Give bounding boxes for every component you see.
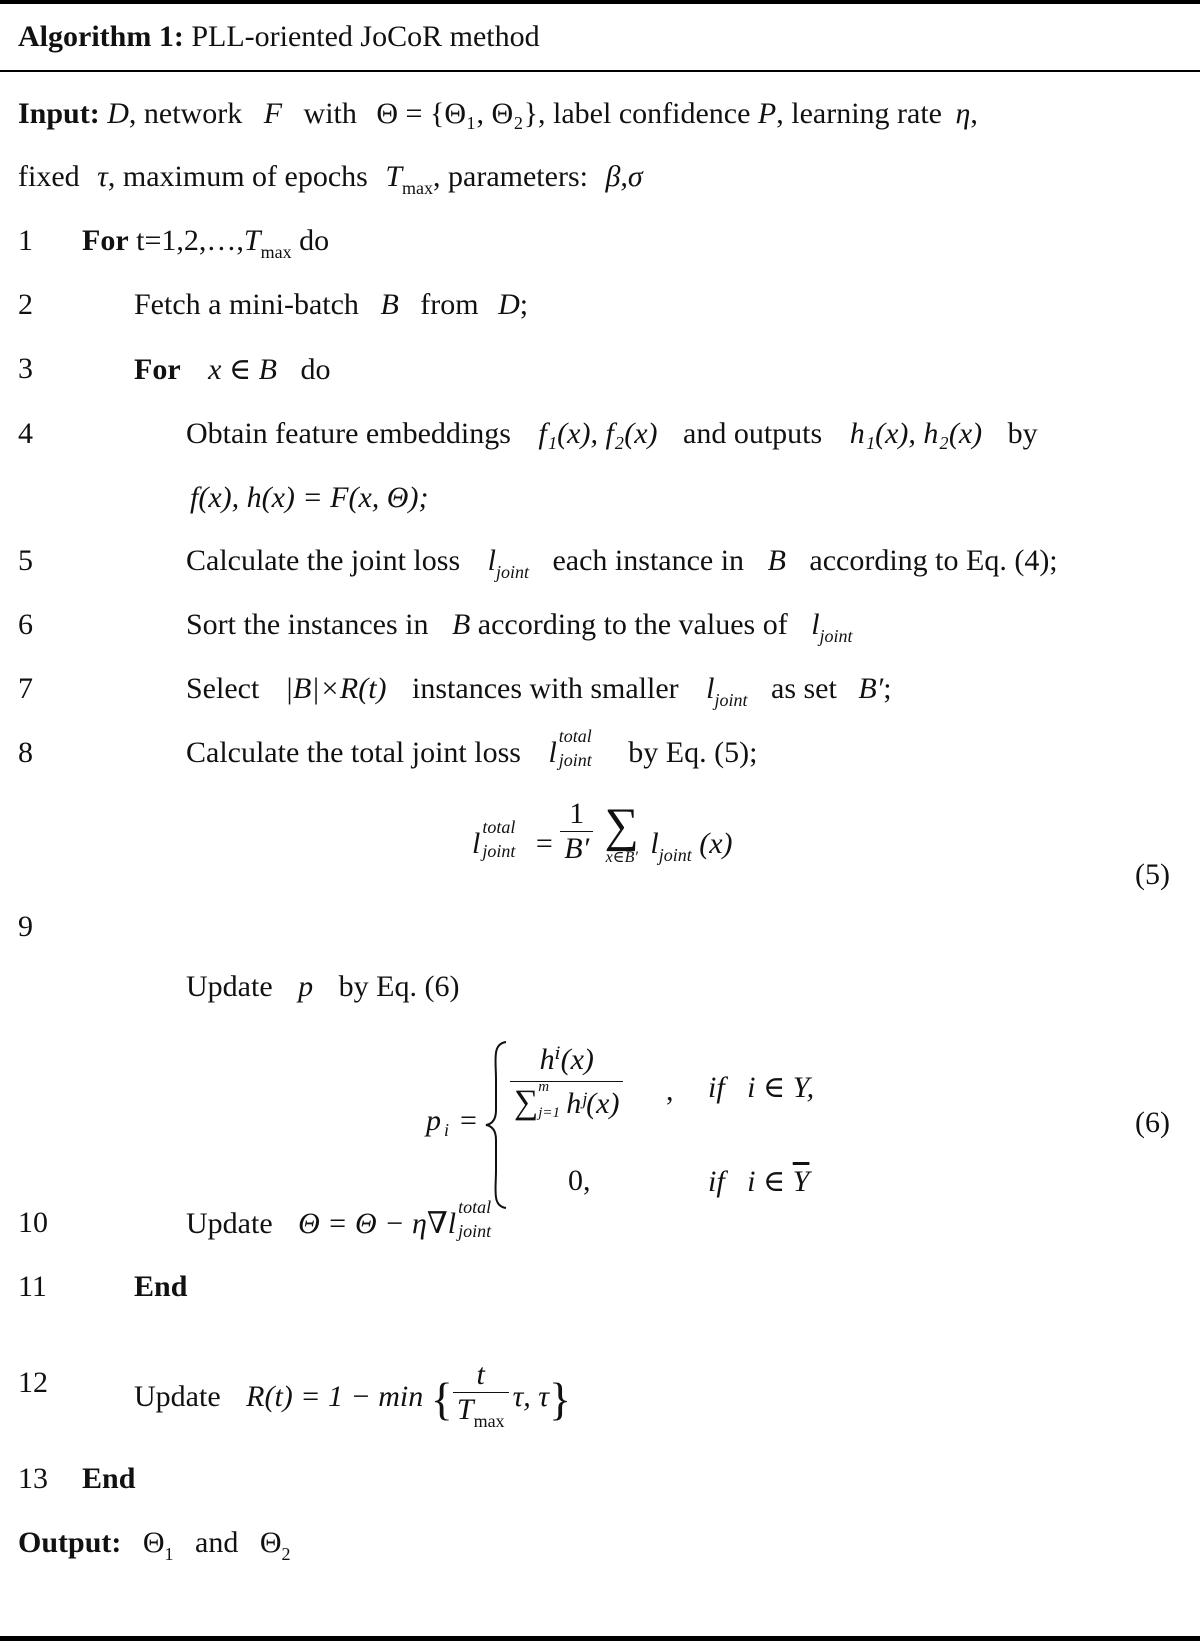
top-rule bbox=[0, 0, 1200, 4]
step-3: For x ∈ B do bbox=[134, 353, 331, 386]
algorithm-title: PLL-oriented JoCoR method bbox=[191, 20, 540, 53]
step-2: Fetch a mini-batch B from D; bbox=[134, 288, 529, 321]
step-number: 10 bbox=[18, 1206, 48, 1239]
algorithm-label: Algorithm 1: bbox=[18, 20, 184, 53]
output-label: Output: bbox=[18, 1526, 122, 1559]
step-5: Calculate the joint loss $l_{joint}$ each instance in B according to Eq. (4); bbox=[186, 544, 1058, 582]
algorithm-header bbox=[18, 20, 540, 54]
input-label: Input: bbox=[18, 97, 100, 130]
step-number: 13 bbox=[18, 1462, 48, 1495]
step-number: 5 bbox=[18, 544, 33, 577]
step-number: 9 bbox=[18, 910, 33, 943]
step-13-end: End bbox=[82, 1462, 136, 1495]
step-9: Update p by Eq. (6) bbox=[186, 970, 460, 1003]
step-number: 7 bbox=[18, 672, 33, 705]
sum-symbol: ∑ x∈B′ bbox=[604, 799, 639, 866]
step-number: 1 bbox=[18, 224, 33, 257]
bottom-rule bbox=[0, 1636, 1200, 1641]
step-4-line-2: f(x), h(x) = F(x, Θ); bbox=[190, 481, 429, 514]
step-number: 3 bbox=[18, 352, 33, 385]
header-rule bbox=[0, 70, 1200, 72]
step-4-line-1: Obtain feature embeddings f₁(x), f₂(x) and outputs h₁(x), h₂(x) by bbox=[186, 417, 1038, 450]
step-12: Update R(t) = 1 − min { $\frac{t}{T_{max}}$ τ, τ} bbox=[134, 1358, 572, 1431]
input-line-2: fixed τ, maximum of epochs $T_{max}$, parameters: β,σ bbox=[18, 160, 643, 198]
step-number: 2 bbox=[18, 288, 33, 321]
equation-6-number: (6) bbox=[1135, 1106, 1170, 1139]
output-line: Output: $\Theta_1$ and $\Theta_2$ bbox=[18, 1526, 291, 1564]
step-number: 8 bbox=[18, 736, 33, 769]
step-number: 11 bbox=[18, 1270, 47, 1303]
eq6-fraction: hⁱ(x) ∑ m j=1 hʲ(x) bbox=[510, 1042, 623, 1122]
step-number: 6 bbox=[18, 608, 33, 641]
step-1: For $t=1,2,\dots,T_{max}$ do bbox=[82, 224, 330, 262]
equation-5: l total joint = $\frac{1}{B'}$ ∑ x∈B′ $l_{joint}$ (x) bbox=[472, 796, 733, 866]
step-10: Update Θ = Θ − η∇l total joint bbox=[186, 1197, 492, 1242]
left-brace bbox=[482, 1040, 512, 1210]
step-number: 4 bbox=[18, 417, 33, 450]
step-11-end: End bbox=[134, 1270, 188, 1303]
input-line-1: Input: D, network F with Θ = {Θ₁, Θ₂}, label confidence P, learning rate η, bbox=[18, 97, 978, 130]
step-8: Calculate the total joint loss l total joint by Eq. (5); bbox=[186, 726, 758, 771]
step-7: Select |B|×R(t) instances with smaller $l_{joint}$ as set B′; bbox=[186, 672, 892, 710]
step-6: Sort the instances in B according to the values of $l_{joint}$ bbox=[186, 608, 853, 646]
eq12-fraction: $\frac{t}{T_{max}}$ bbox=[453, 1358, 509, 1432]
equation-5-number: (5) bbox=[1135, 858, 1170, 891]
step-number: 12 bbox=[18, 1366, 48, 1399]
eq5-fraction: $\frac{1}{B'}$ bbox=[560, 797, 593, 866]
